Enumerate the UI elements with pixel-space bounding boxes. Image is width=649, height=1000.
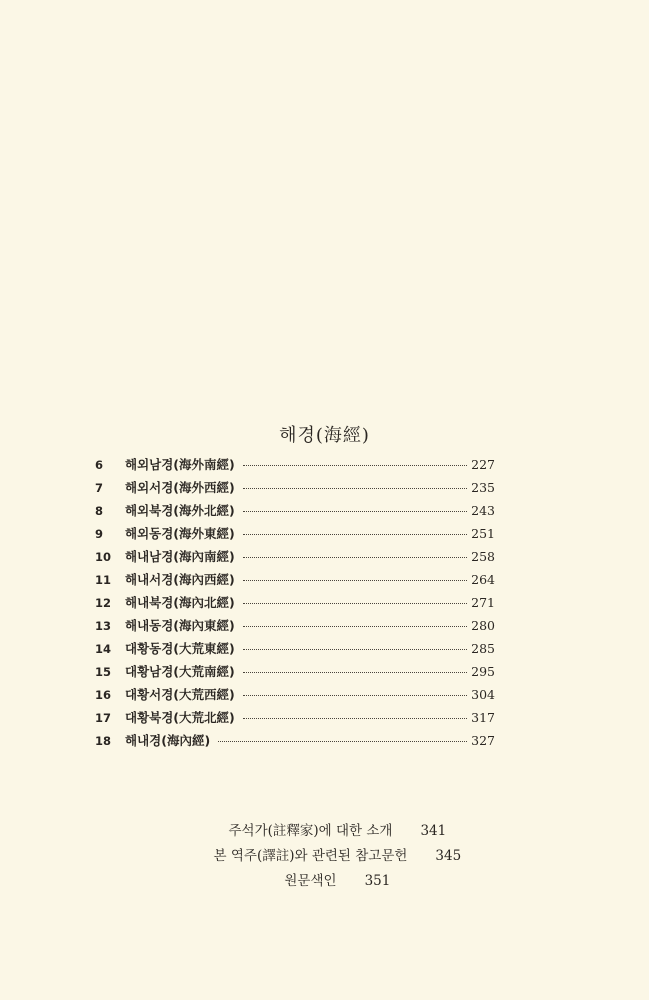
toc-entry-title: 대황북경(大荒北經)	[125, 710, 235, 725]
dot-leader	[243, 580, 467, 581]
toc-entry-page: 285	[471, 641, 495, 656]
toc-entry-number: 12	[95, 596, 112, 610]
toc-entry-number: 11	[95, 573, 112, 587]
toc-entry-number: 17	[95, 711, 112, 725]
toc-entry	[95, 524, 495, 547]
dot-leader	[243, 649, 467, 650]
toc-entry-title: 대황동경(大荒東經)	[125, 641, 235, 656]
toc-entry-number: 6	[95, 458, 104, 472]
toc-entry-title: 대황남경(大荒南經)	[125, 664, 235, 679]
toc-entry-number: 13	[95, 619, 112, 633]
toc-entry-page: 227	[471, 457, 495, 472]
toc-entry-title: 해내북경(海內北經)	[125, 595, 235, 610]
appendix-entry-page: 351	[364, 873, 391, 889]
toc-entry-title: 해내서경(海內西經)	[125, 572, 235, 587]
toc-entry-number: 8	[95, 504, 104, 518]
toc-entry	[95, 570, 495, 593]
toc-entry-number: 10	[95, 550, 112, 564]
toc-entry-page: 251	[471, 526, 495, 541]
toc-entry	[95, 478, 495, 501]
toc-entry	[95, 685, 495, 708]
dot-leader	[243, 626, 467, 627]
toc-entry	[95, 593, 495, 616]
toc-entry-title: 해내경(海內經)	[125, 733, 211, 748]
section-title: 해경(海經)	[279, 425, 370, 446]
dot-leader	[243, 465, 467, 466]
appendix-entry-title: 주석가(註釋家)에 대한 소개	[228, 823, 393, 839]
table-of-contents	[95, 455, 495, 754]
toc-entry-page: 280	[471, 618, 495, 633]
dot-leader	[243, 557, 467, 558]
toc-entry-page: 235	[471, 480, 495, 495]
toc-entry	[95, 639, 495, 662]
appendix-entry	[0, 798, 649, 839]
toc-entry-title: 해외동경(海外東經)	[125, 526, 235, 541]
toc-entry	[95, 662, 495, 685]
toc-entry-number: 9	[95, 527, 104, 541]
toc-entry-title: 해내동경(海內東經)	[125, 618, 235, 633]
appendix-entry-page: 341	[420, 823, 447, 839]
toc-entry-number: 16	[95, 688, 112, 702]
toc-entry-page: 327	[471, 733, 495, 748]
toc-entry-page: 304	[471, 687, 495, 702]
dot-leader	[243, 603, 467, 604]
toc-entry-page: 317	[471, 710, 495, 725]
toc-entry	[95, 616, 495, 639]
toc-entry-number: 14	[95, 642, 112, 656]
toc-entry-title: 대황서경(大荒西經)	[125, 687, 235, 702]
appendix-entry-title: 원문색인	[284, 873, 337, 889]
dot-leader	[243, 534, 467, 535]
toc-entry-title: 해외남경(海外南經)	[125, 457, 235, 472]
toc-entry-page: 271	[471, 595, 495, 610]
appendix-entry-page: 345	[435, 848, 462, 864]
toc-entry	[95, 501, 495, 524]
toc-entry	[95, 731, 495, 754]
dot-leader	[243, 718, 467, 719]
toc-entry-page: 243	[471, 503, 495, 518]
toc-entry-title: 해외서경(海外西經)	[125, 480, 235, 495]
appendix-list	[0, 798, 649, 889]
dot-leader	[243, 511, 467, 512]
dot-leader	[218, 741, 467, 742]
toc-entry-number: 18	[95, 734, 112, 748]
toc-entry-page: 258	[471, 549, 495, 564]
toc-entry	[95, 547, 495, 570]
toc-entry	[95, 708, 495, 731]
dot-leader	[243, 672, 467, 673]
toc-entry-title: 해내남경(海內南經)	[125, 549, 235, 564]
toc-entry-number: 15	[95, 665, 112, 679]
toc-entry-page: 295	[471, 664, 495, 679]
toc-entry-title: 해외북경(海外北經)	[125, 503, 235, 518]
dot-leader	[243, 488, 467, 489]
toc-entry	[95, 455, 495, 478]
toc-entry-number: 7	[95, 481, 104, 495]
toc-entry-page: 264	[471, 572, 495, 587]
dot-leader	[243, 695, 467, 696]
appendix-entry-title: 본 역주(譯註)와 관련된 참고문헌	[213, 848, 408, 864]
